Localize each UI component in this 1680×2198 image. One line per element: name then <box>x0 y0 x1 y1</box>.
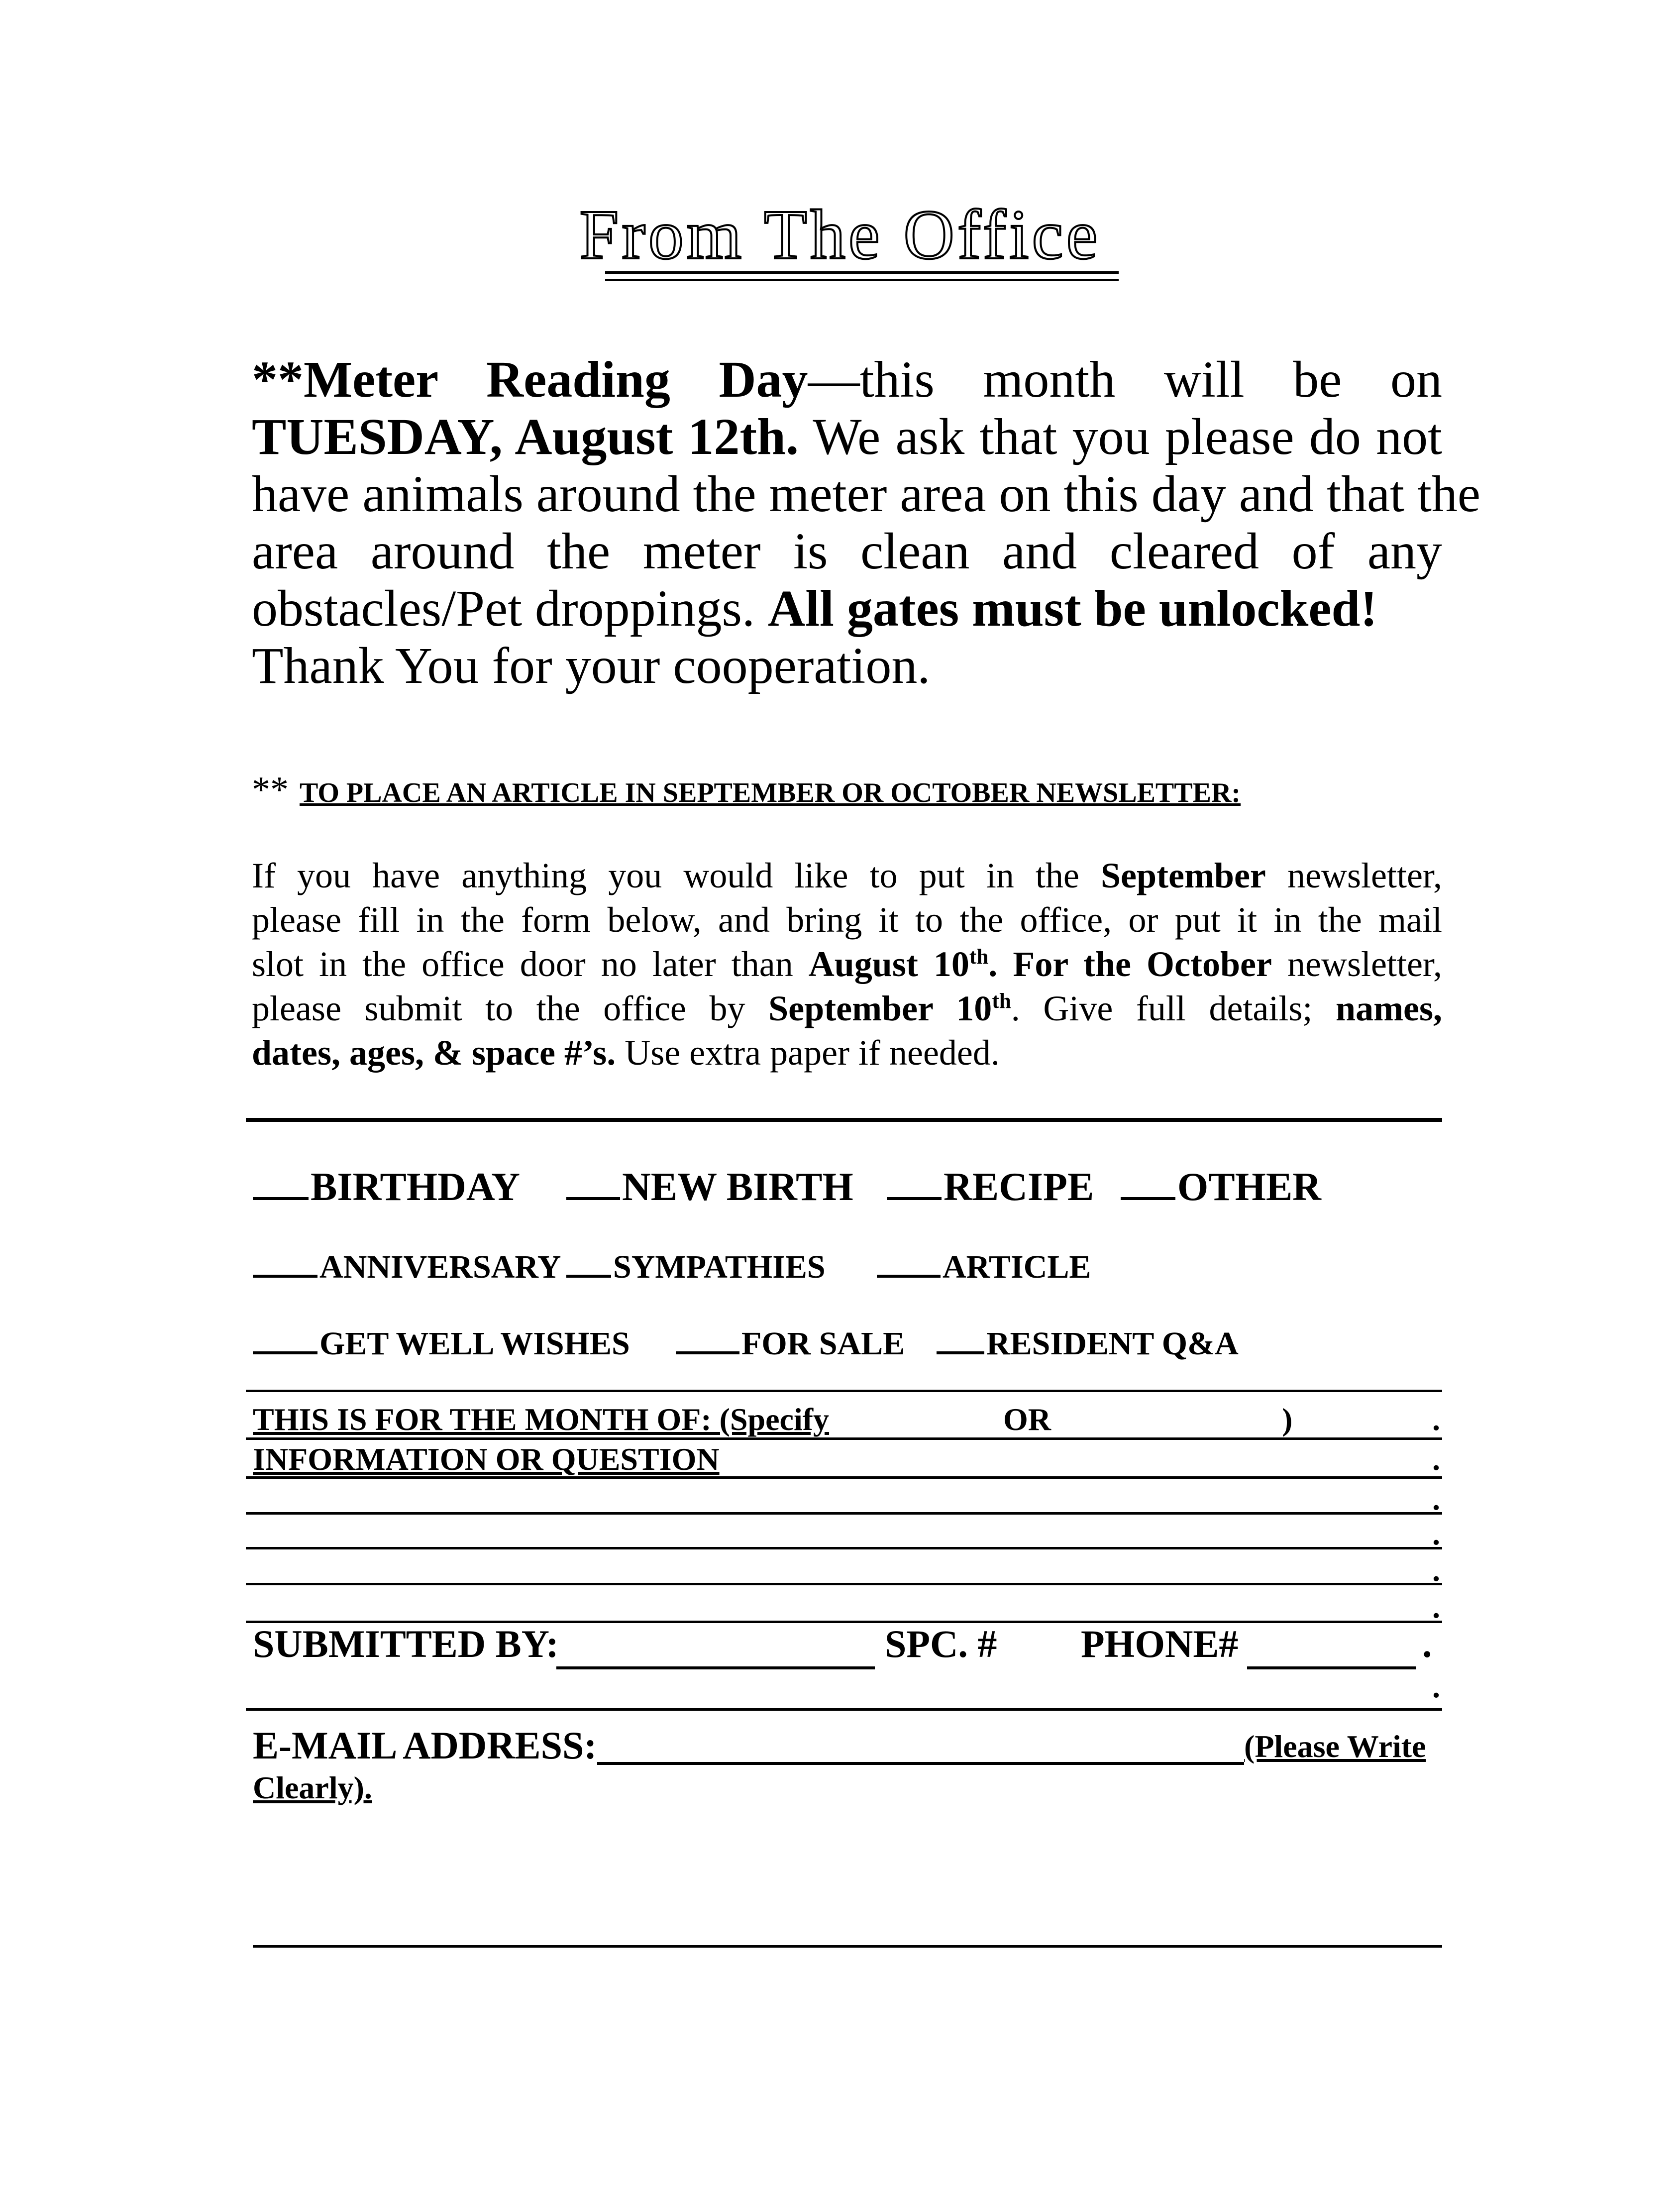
instr-line-4 <box>252 987 1442 1031</box>
instr-text: please submit to the office by <box>252 989 745 1028</box>
category-label: ARTICLE <box>943 1249 1091 1285</box>
meter-line-5-start: obstacles/Pet droppings. <box>252 580 755 637</box>
instr-bold: October <box>1147 944 1272 984</box>
checkbox-blank[interactable] <box>566 1197 620 1200</box>
checkbox-blank[interactable] <box>887 1197 942 1200</box>
checkbox-blank[interactable] <box>253 1275 317 1278</box>
form-line[interactable] <box>246 1583 1442 1585</box>
category-label: SYMPATHIES <box>613 1249 826 1285</box>
checkbox-blank[interactable] <box>253 1197 309 1200</box>
meter-line-5 <box>252 580 1442 637</box>
form-line <box>246 1390 1442 1392</box>
category-for-sale[interactable] <box>676 1325 905 1363</box>
bottom-rule <box>253 1945 1442 1948</box>
instr-bold: September <box>1100 856 1266 895</box>
category-label: ANNIVERSARY <box>319 1249 561 1285</box>
category-anniversary[interactable] <box>253 1248 561 1286</box>
instr-text: If you have anything you would like to put in the <box>252 856 1079 895</box>
email-note-continued: Clearly). <box>253 1770 372 1805</box>
instr-bold <box>809 944 989 984</box>
instr-text: newsletter, <box>1287 856 1442 895</box>
instructions-paragraph <box>252 854 1442 1075</box>
meter-reading-notice <box>252 351 1481 694</box>
category-other[interactable] <box>1121 1165 1321 1210</box>
meter-line-3: have animals around the meter area on this day and that the <box>252 465 1481 523</box>
instr-line-1 <box>252 854 1442 898</box>
line-end-dot: . <box>1432 1402 1440 1437</box>
phone-input[interactable] <box>1247 1666 1416 1669</box>
instr-bold: dates, ages, & space #’s. <box>252 1033 616 1073</box>
month-close: ) <box>1282 1402 1293 1437</box>
line-end-dot: . <box>1422 1622 1432 1665</box>
category-label: RECIPE <box>944 1165 1094 1209</box>
spc-label: SPC. # <box>885 1622 997 1665</box>
category-birthday[interactable] <box>253 1165 520 1210</box>
instr-bold-text: September 10 <box>768 989 992 1028</box>
form-line[interactable] <box>246 1708 1442 1711</box>
meter-lead: **Meter Reading Day <box>252 351 808 408</box>
email-input[interactable] <box>597 1762 1244 1765</box>
meter-gates-warning: All gates must be unlocked! <box>768 580 1377 637</box>
meter-line-2-rest: We ask that you please do not <box>813 408 1443 465</box>
meter-line-4: area around the meter is clean and cleared of any <box>252 523 1442 580</box>
line-end-dot: . <box>1432 1589 1440 1625</box>
category-article[interactable] <box>877 1248 1091 1286</box>
instr-text: slot in the office door no later than <box>252 944 793 984</box>
month-field[interactable] <box>253 1401 1442 1438</box>
category-new-birth[interactable] <box>566 1165 853 1210</box>
instr-bold: names, <box>1336 989 1443 1028</box>
line-end-dot: . <box>1432 1481 1440 1517</box>
email-label: E-MAIL ADDRESS: <box>253 1724 597 1767</box>
title-underline-2 <box>605 279 1119 281</box>
line-end-dot: . <box>1432 1441 1440 1477</box>
page-title: From The Office <box>579 195 1101 274</box>
checkbox-blank[interactable] <box>937 1351 984 1354</box>
category-label: NEW BIRTH <box>622 1165 853 1209</box>
instr-bold-text: August 10 <box>808 944 969 984</box>
instr-text: newsletter, <box>1287 944 1442 984</box>
title-underline <box>605 271 1119 274</box>
form-line[interactable] <box>246 1547 1442 1549</box>
line-end-dot: . <box>1432 1552 1440 1588</box>
instr-line-5 <box>252 1031 1442 1075</box>
instr-superscript: th <box>969 945 989 969</box>
checkbox-blank[interactable] <box>1121 1197 1175 1200</box>
month-label: THIS IS FOR THE MONTH OF: (Specify <box>253 1402 830 1437</box>
category-label: BIRTHDAY <box>311 1165 521 1209</box>
form-top-rule <box>246 1118 1442 1122</box>
article-heading-text: TO PLACE AN ARTICLE IN SEPTEMBER OR OCTOBER NEWSLETTER: <box>300 777 1241 808</box>
instr-line-3 <box>252 942 1442 987</box>
meter-lead-rest: —this month will be on <box>808 351 1442 408</box>
email-note: (Please Write <box>1244 1729 1426 1764</box>
line-end-dot: . <box>1432 1516 1440 1551</box>
checkbox-blank[interactable] <box>566 1275 611 1278</box>
form-line <box>246 1437 1442 1440</box>
category-get-well-wishes[interactable] <box>253 1325 630 1363</box>
checkbox-blank[interactable] <box>877 1275 941 1278</box>
category-label: RESIDENT Q&A <box>986 1325 1239 1362</box>
checkbox-blank[interactable] <box>676 1351 739 1354</box>
meter-line-6: Thank You for your cooperation. <box>252 637 931 694</box>
meter-line-1 <box>252 351 1442 408</box>
instr-text: . Give full details; <box>1011 989 1313 1028</box>
information-field[interactable] <box>253 1441 1442 1478</box>
meter-line-2 <box>252 408 1442 465</box>
information-label: INFORMATION OR QUESTION <box>253 1441 720 1477</box>
article-heading <box>252 769 1241 811</box>
submitted-by-label: SUBMITTED BY: <box>253 1622 559 1665</box>
month-or: OR <box>1003 1402 1051 1437</box>
form-line <box>246 1476 1442 1479</box>
instr-bold <box>768 989 1011 1028</box>
line-end-dot: . <box>1432 1669 1440 1704</box>
instr-superscript: th <box>992 989 1011 1013</box>
meter-date: TUESDAY, August 12th. <box>252 408 799 465</box>
instr-text: Use extra paper if needed. <box>625 1033 1000 1073</box>
submitted-by-input[interactable] <box>556 1666 875 1669</box>
phone-label: PHONE# <box>1081 1622 1239 1665</box>
article-heading-stars: ** <box>252 769 289 810</box>
category-sympathies[interactable] <box>566 1248 826 1286</box>
instr-bold: . For the <box>988 944 1131 984</box>
category-label: GET WELL WISHES <box>319 1325 630 1362</box>
category-recipe[interactable] <box>887 1165 1094 1210</box>
form-line[interactable] <box>246 1512 1442 1515</box>
category-label: FOR SALE <box>741 1325 905 1362</box>
category-resident-qa[interactable] <box>937 1325 1239 1363</box>
instr-line-2: please fill in the form below, and bring it to the office, or put it in the mail <box>252 900 1442 940</box>
checkbox-blank[interactable] <box>253 1351 317 1354</box>
category-label: OTHER <box>1177 1165 1321 1209</box>
